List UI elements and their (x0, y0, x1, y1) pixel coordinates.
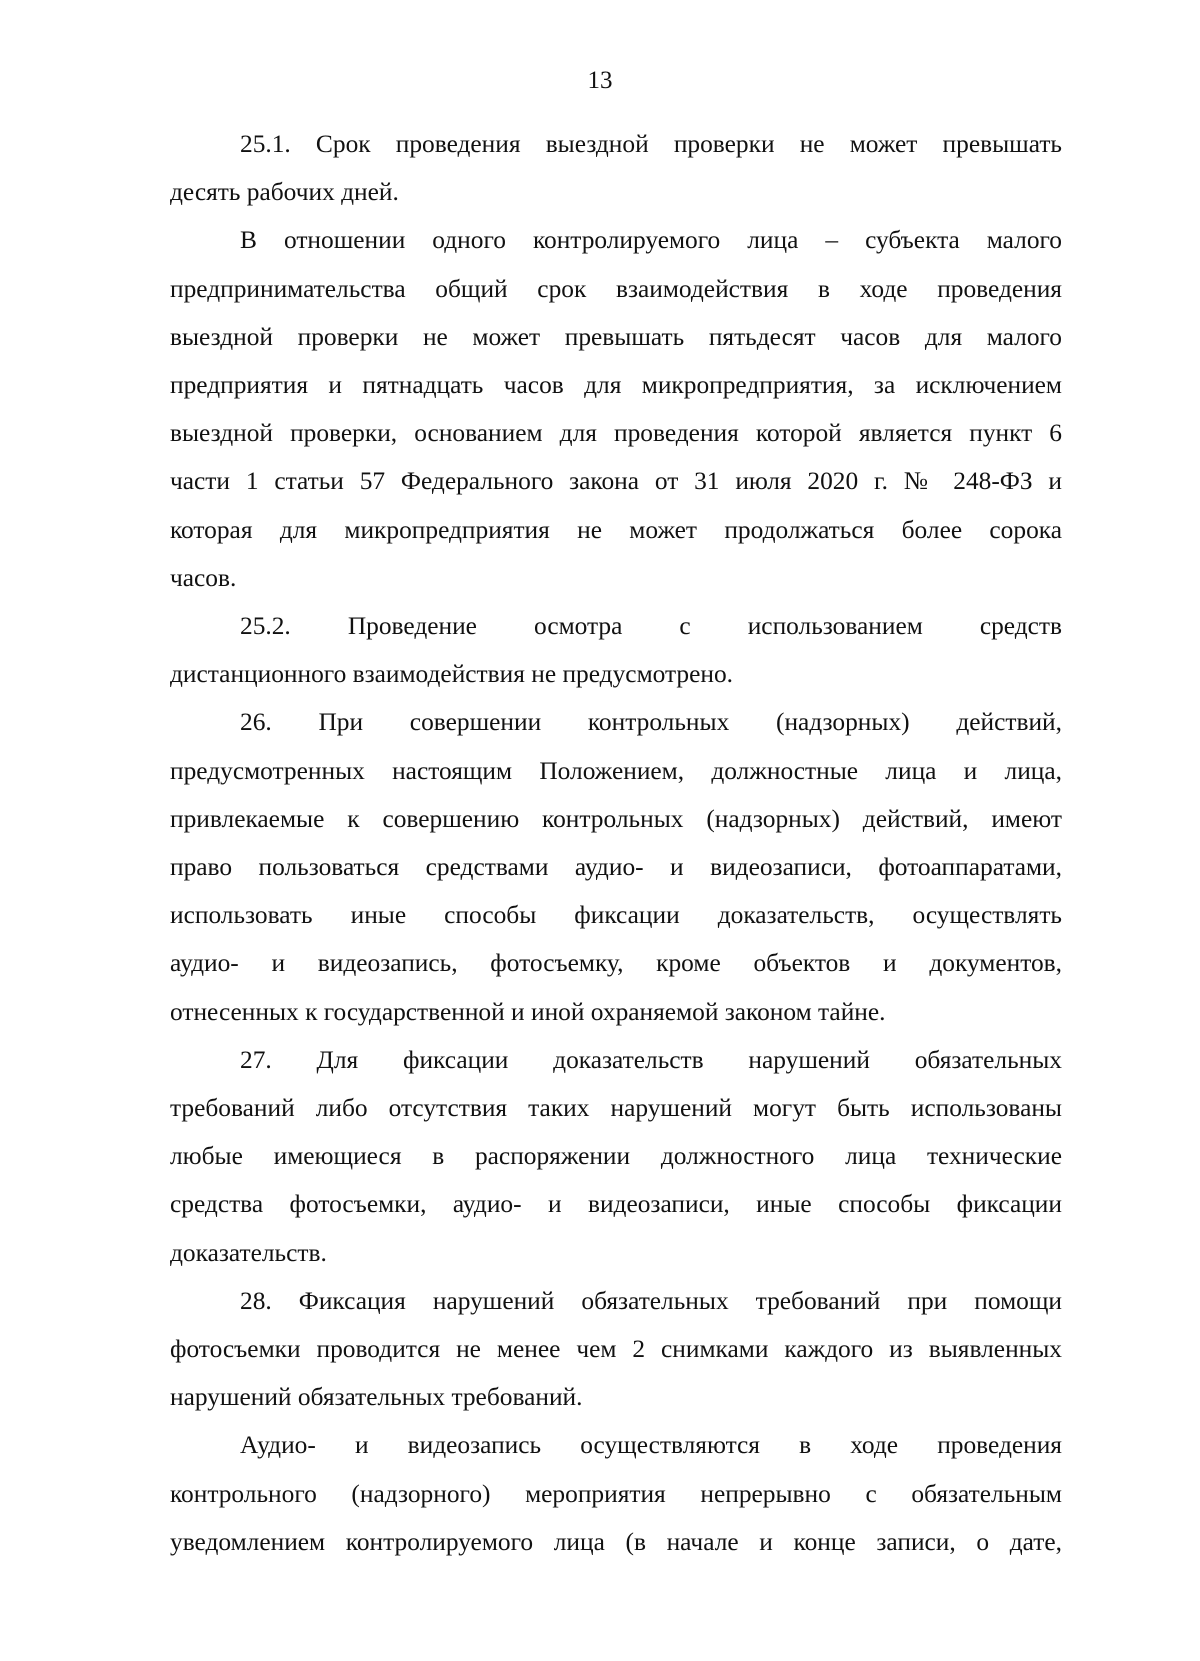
text-line: 26. При совершении контрольных (надзорных) действий, (240, 708, 1062, 737)
text-line: нарушений обязательных требований. (170, 1383, 583, 1412)
text-line: любые имеющиеся в распоряжении должностного лица технические (170, 1142, 1062, 1171)
text-line: привлекаемые к совершению контрольных (надзорных) действий, имеют (170, 804, 1062, 833)
text-line: 28. Фиксация нарушений обязательных требований при помощи (240, 1286, 1062, 1315)
paragraph-p27 (170, 1036, 1062, 1277)
paragraph-p25_1b (170, 216, 1062, 602)
text-line: отнесенных к государственной и иной охраняемой законом тайне. (170, 997, 886, 1026)
text-line: использовать иные способы фиксации доказательств, осуществлять (170, 901, 1062, 930)
paragraph-p25_1 (170, 120, 1062, 216)
text-line: аудио- и видеозапись, фотосъемку, кроме объектов и документов, (170, 949, 1062, 978)
text-line: 25.1. Срок проведения выездной проверки не может превышать (240, 130, 1062, 158)
text-line: выездной проверки, основанием для проведения которой является пункт 6 (170, 419, 1062, 448)
page-number: 13 (587, 67, 613, 94)
paragraph-p25_2 (170, 602, 1062, 698)
text-line: Аудио- и видеозапись осуществляются в ходе проведения (240, 1431, 1062, 1460)
text-line: В отношении одного контролируемого лица – субъекта малого (240, 226, 1062, 255)
paragraph-p28 (170, 1277, 1062, 1422)
text-line: выездной проверки не может превышать пятьдесят часов для малого (170, 322, 1062, 351)
text-line: предприятия и пятнадцать часов для микропредприятия, за исключением (170, 371, 1062, 400)
text-line: требований либо отсутствия таких нарушений могут быть использованы (170, 1094, 1062, 1123)
text-line: части 1 статьи 57 Федерального закона от 31 июля 2020 г. № 248-ФЗ и (170, 467, 1062, 496)
text-line: 25.2. Проведение осмотра с использованием средств (240, 612, 1062, 641)
document-body (170, 120, 1062, 1566)
text-line: средства фотосъемки, аудио- и видеозаписи, иные способы фиксации (170, 1190, 1062, 1219)
text-line: доказательств. (170, 1238, 327, 1267)
text-line: часов. (170, 563, 237, 592)
text-line: фотосъемки проводится не менее чем 2 снимками каждого из выявленных (170, 1335, 1062, 1364)
text-line: 27. Для фиксации доказательств нарушений обязательных (240, 1045, 1062, 1074)
text-line: уведомлением контролируемого лица (в начале и конце записи, о дате, (170, 1527, 1062, 1556)
text-line: десять рабочих дней. (170, 178, 399, 207)
text-line: контрольного (надзорного) мероприятия непрерывно с обязательным (170, 1479, 1062, 1508)
paragraph-p26 (170, 698, 1062, 1035)
text-line: право пользоваться средствами аудио- и видеозаписи, фотоаппаратами, (170, 853, 1062, 882)
text-line: предпринимательства общий срок взаимодействия в ходе проведения (170, 274, 1062, 303)
text-line: дистанционного взаимодействия не предусмотрено. (170, 660, 733, 689)
text-line: которая для микропредприятия не может продолжаться более сорока (170, 515, 1062, 544)
paragraph-p28b (170, 1421, 1062, 1566)
text-line: предусмотренных настоящим Положением, должностные лица и лица, (170, 756, 1062, 785)
